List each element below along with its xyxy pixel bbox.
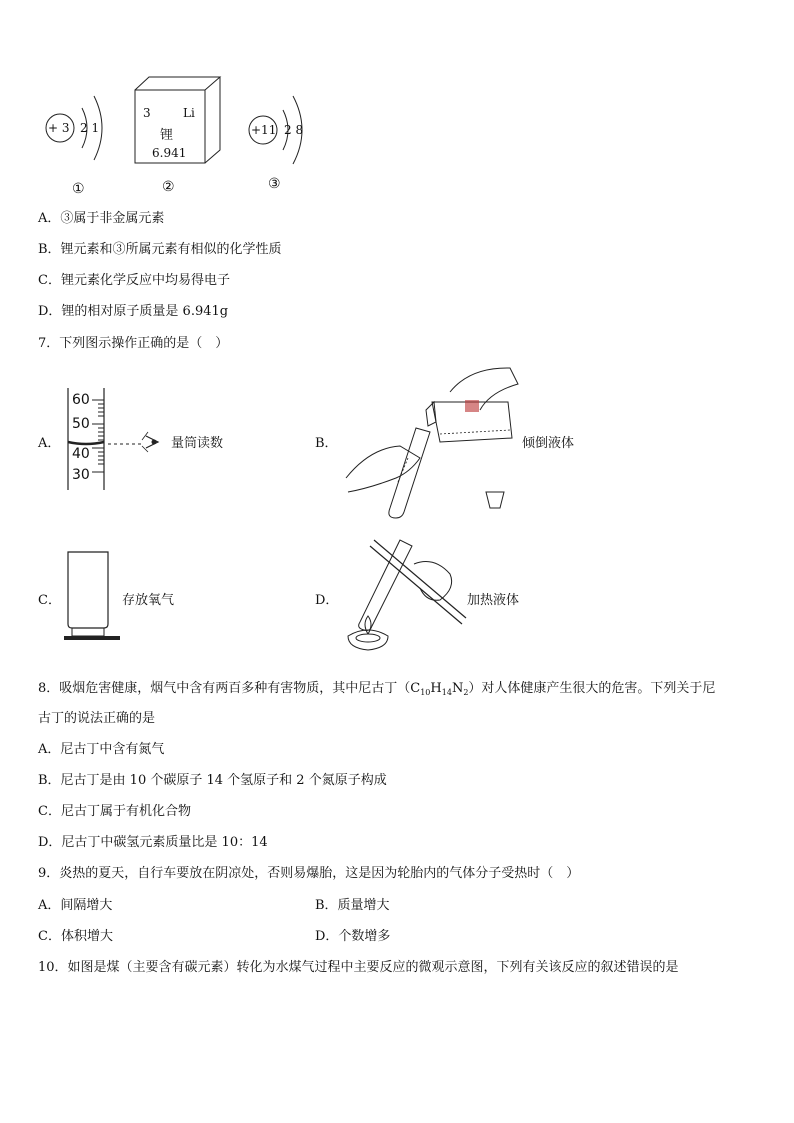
q8-option-b: B．尼古丁是由 10 个碳原子 14 个氢原子和 2 个氮原子构成 xyxy=(38,773,387,788)
q8-option-c: C．尼古丁属于有机化合物 xyxy=(38,804,191,819)
q7-stem: 7．下列图示操作正确的是（ ） xyxy=(38,336,229,351)
q10-stem: 10．如图是煤（主要含有碳元素）转化为水煤气过程中主要反应的微观示意图，下列有关该反应的叙述错误的是 xyxy=(38,960,679,975)
cylinder-scale-60: 60 xyxy=(72,392,90,408)
q8-option-d: D．尼古丁中碳氢元素质量比是 10：14 xyxy=(38,835,268,850)
figure-index-1: ① xyxy=(72,181,85,197)
figure-index-2: ② xyxy=(162,179,175,195)
q7-option-c-caption: 存放氧气 xyxy=(122,593,175,608)
q7-option-a-letter: A． xyxy=(38,436,61,451)
cylinder-scale-30: 30 xyxy=(72,467,90,483)
pouring-liquid-image xyxy=(340,362,530,522)
q8-stem-pre: 8．吸烟危害健康，烟气中含有两百多种有害物质，其中尼古丁（C xyxy=(38,681,421,696)
q8-option-a: A．尼古丁中含有氮气 xyxy=(38,742,165,757)
element-atomic-number: 3 xyxy=(143,106,151,120)
cylinder-scale-40: 40 xyxy=(72,446,90,462)
q8-sub-hydrogen: 14 xyxy=(441,688,452,697)
figure-index-3: ③ xyxy=(268,176,281,192)
q7-option-d-letter: D． xyxy=(315,593,339,608)
q7-option-a-caption: 量筒读数 xyxy=(171,436,224,451)
q6-option-c: C．锂元素化学反应中均易得电子 xyxy=(38,273,230,288)
q9-option-b: B．质量增大 xyxy=(315,898,390,913)
q8-stem-line2: 古丁的说法正确的是 xyxy=(38,711,156,726)
heating-liquid-image xyxy=(330,528,480,658)
q6-option-b: B．锂元素和③所属元素有相似的化学性质 xyxy=(38,242,282,257)
q8-stem-post: ）对人体健康产生很大的危害。下列关于尼 xyxy=(468,681,716,696)
cylinder-scale-50: 50 xyxy=(72,416,90,432)
atom1-shells: 2 1 xyxy=(80,121,100,135)
q8-sub-nitrogen: 2 xyxy=(463,688,469,697)
atom3-shells: 2 8 xyxy=(284,123,304,137)
element-symbol: Li xyxy=(183,106,195,120)
q7-option-c-letter: C． xyxy=(38,593,61,608)
element-mass: 6.941 xyxy=(152,146,187,160)
q7-option-b-letter: B． xyxy=(315,436,338,451)
q9-stem: 9．炎热的夏天，自行车要放在阴凉处，否则易爆胎，这是因为轮胎内的气体分子受热时（ ） xyxy=(38,866,580,881)
q9-option-a: A．间隔增大 xyxy=(38,898,113,913)
atom1-nucleus: + 3 xyxy=(48,121,70,135)
q8-stem-line1 xyxy=(38,677,715,697)
q9-option-c: C．体积增大 xyxy=(38,929,113,944)
q9-option-d: D．个数增多 xyxy=(315,929,391,944)
q7-option-d-caption: 加热液体 xyxy=(467,593,520,608)
atom3-nucleus: +11 xyxy=(251,123,277,137)
element-name: 锂 xyxy=(160,128,174,143)
q8-nitrogen: N xyxy=(451,681,464,696)
q6-option-a: A．③属于非金属元素 xyxy=(38,211,165,226)
q8-hydrogen: H xyxy=(430,681,442,696)
q8-sub-carbon: 10 xyxy=(420,688,431,697)
q7-option-b-caption: 倾倒液体 xyxy=(522,436,575,451)
q6-option-d: D．锂的相对原子质量是 6.941g xyxy=(38,304,229,319)
